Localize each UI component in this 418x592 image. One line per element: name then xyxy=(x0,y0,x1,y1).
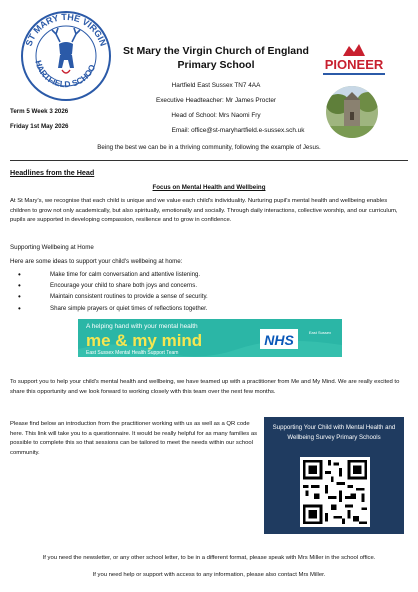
banner-tagline: A helping hand with your mental health xyxy=(86,323,198,330)
qr-code[interactable] xyxy=(300,457,370,527)
newsletter-date: Friday 1st May 2026 xyxy=(10,123,69,130)
intro-paragraph: At St Mary's, we recognise that each child is unique and we value each child's individuality. Nurturing pupil's mental health and wellbeing enables children to grow not only academically, but also spiritually, emotionally and socially. Through daily interactions, collective worship, and our curriculum, pupils are supported in developing compassion, resilience and to grow in confidence. xyxy=(10,198,398,224)
list-item: • Share simple prayers or quiet times of reflections together. xyxy=(10,303,390,314)
nhs-logo: NHS xyxy=(264,332,294,348)
me-and-my-mind-banner xyxy=(78,319,342,357)
church-photo-image xyxy=(326,86,378,138)
school-address: Hartfield East Sussex TN7 4AA xyxy=(171,82,261,89)
list-item: • Encourage your child to share both joys and concerns. xyxy=(10,280,390,291)
executive-headteacher: Executive Headteacher: Mr James Procter xyxy=(155,97,277,104)
ideas-intro: Here are some ideas to support your child's wellbeing at home: xyxy=(10,258,183,265)
practitioner-paragraph: To support you to help your child's mental health and wellbeing, we have teamed up with a practitioner from Me and My Mind. We are really excited to share this opportunity and we look forward to working closely with this team over the next few months. xyxy=(10,379,400,395)
logo-arc-bottom: HARTFIELD SCHOO xyxy=(33,59,98,90)
questionnaire-paragraph: Please find below an introduction from the practitioner working with us as well as a QR code here. This link will take you to a questionnaire. It would be really helpful for as many families as possible to complete this so that sessions can be tailored to meet the needs within our school community. xyxy=(10,421,258,456)
banner-brand: me & my mind xyxy=(86,331,203,350)
head-of-school: Head of School: Mrs Naomi Fry xyxy=(171,112,261,119)
survey-title: Supporting Your Child with Mental Health and Wellbeing Survey Primary Schools xyxy=(272,424,396,441)
school-motto: Being the best we can be in a thriving community, following the example of Jesus. xyxy=(97,144,321,151)
qr-code-icon xyxy=(300,457,370,527)
school-email[interactable]: Email: office@st-maryhartfield.e-sussex.sch.uk xyxy=(171,127,305,134)
school-logo xyxy=(16,6,116,106)
ideas-list xyxy=(10,269,390,314)
section-heading: Headlines from the Head xyxy=(10,168,95,177)
supporting-wellbeing-title: Supporting Wellbeing at Home xyxy=(10,244,94,251)
pioneer-logo xyxy=(313,42,395,82)
survey-box xyxy=(264,417,404,534)
pioneer-logo-text: PIONEER xyxy=(324,57,384,72)
article-subheading: Focus on Mental Health and Wellbeing xyxy=(152,184,266,191)
banner-graphic xyxy=(78,319,342,357)
logo-arc-top: ST MARY THE VIRGIN xyxy=(23,11,109,48)
church-photo xyxy=(326,86,378,138)
east-sussex-label: East Sussex xyxy=(308,330,332,335)
school-title: St Mary the Virgin Church of England Primary School xyxy=(123,45,309,71)
list-item: • Make time for calm conversation and attentive listening. xyxy=(10,269,390,280)
header-divider xyxy=(10,160,408,161)
term-week: Term 5 Week 3 2026 xyxy=(10,108,69,115)
list-item: • Maintain consistent routines to provide a sense of security. xyxy=(10,291,390,302)
school-crest-icon xyxy=(16,6,116,106)
pioneer-logo-icon xyxy=(313,42,395,82)
footer-format-note: If you need the newsletter, or any other school letter, to be in a different format, please speak with Mrs Miller in the school office. xyxy=(42,555,376,561)
footer-access-note: If you need help or support with access to any information, please also contact Mrs Miller. xyxy=(92,572,326,578)
banner-subtitle: East Sussex Mental Health Support Team xyxy=(86,350,179,356)
